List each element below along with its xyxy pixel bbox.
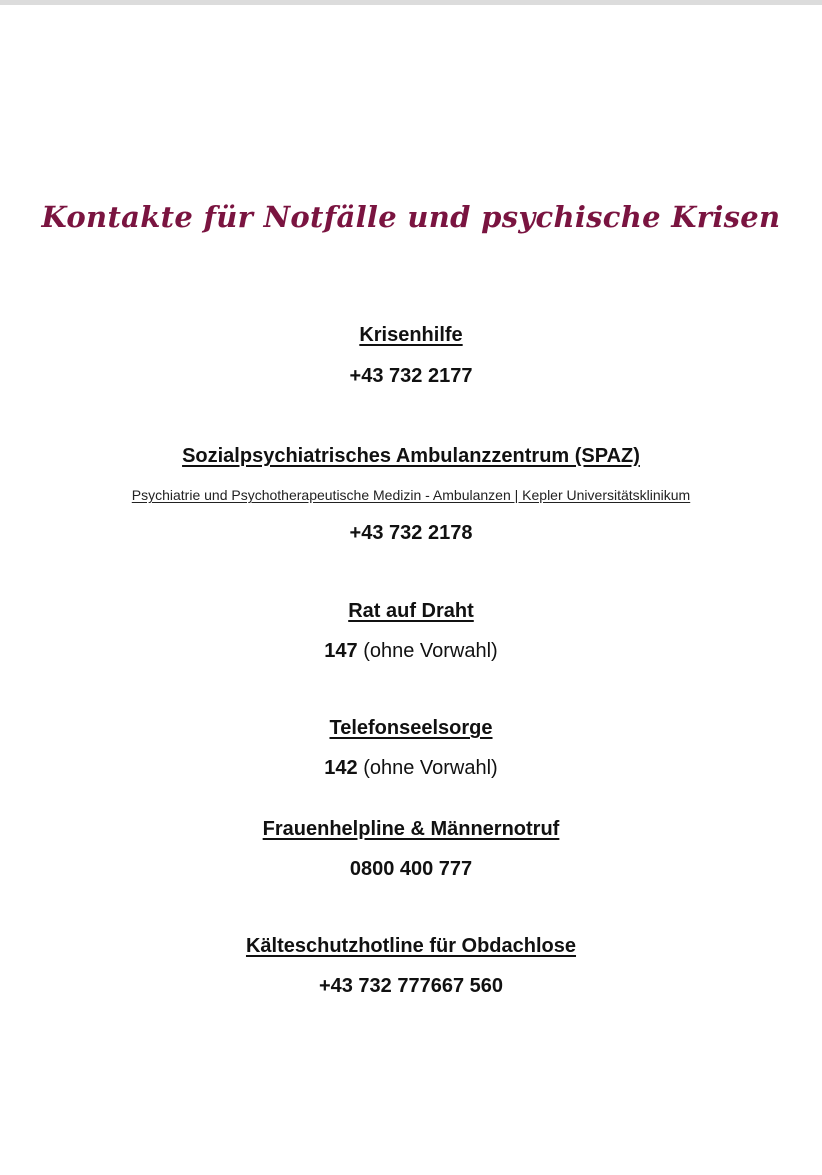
phone-note: (ohne Vorwahl) xyxy=(357,757,498,779)
page-title: Kontakte für Notfälle und psychische Krisen xyxy=(41,200,781,234)
contact-phone xyxy=(0,757,822,780)
contact-heading: Telefonseelsorge xyxy=(329,717,493,739)
contact-phone: +43 732 2177 xyxy=(349,365,473,387)
contact-phone: 0800 400 777 xyxy=(349,858,473,880)
top-edge-bar xyxy=(0,0,822,5)
spaz-website-link[interactable]: Psychiatrie und Psychotherapeutische Medizin - Ambulanzen | Kepler Universitätsklinikum xyxy=(131,487,691,503)
contact-heading: Frauenhelpline & Männernotruf xyxy=(262,818,560,840)
contact-heading: Sozialpsychiatrisches Ambulanzzentrum (SPAZ) xyxy=(182,445,640,467)
contact-phone xyxy=(0,640,822,663)
contact-heading: Rat auf Draht xyxy=(348,600,474,622)
phone-number: 142 xyxy=(324,757,358,779)
contact-phone: +43 732 777667 560 xyxy=(318,975,504,997)
phone-number: 147 xyxy=(324,640,358,662)
contact-heading: Krisenhilfe xyxy=(359,324,463,346)
contact-phone: +43 732 2178 xyxy=(349,522,473,544)
phone-note: (ohne Vorwahl) xyxy=(357,640,498,662)
contact-heading: Kälteschutzhotline für Obdachlose xyxy=(245,935,577,957)
